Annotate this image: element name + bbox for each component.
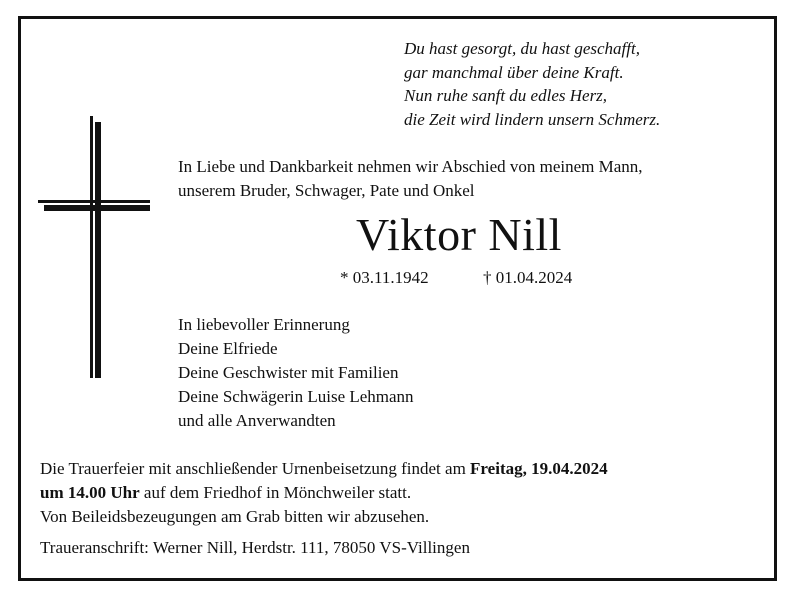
poem-line: gar manchmal über deine Kraft.	[404, 62, 624, 82]
service-line	[40, 481, 608, 505]
service-line	[40, 457, 608, 481]
intro-line: unserem Bruder, Schwager, Pate und Onkel	[178, 181, 475, 200]
intro-text	[178, 155, 643, 203]
poem-line: Du hast gesorgt, du hast geschafft,	[404, 39, 640, 58]
mourner-line: Deine Geschwister mit Familien	[178, 363, 399, 382]
service-text: auf dem Friedhof in Mönchweiler statt.	[139, 483, 412, 502]
mourning-address: Traueranschrift: Werner Nill, Herdstr. 111, 78050 VS-Villingen	[40, 538, 470, 557]
service-date: Freitag, 19.04.2024	[470, 459, 608, 478]
service-time: um 14.00 Uhr	[40, 483, 140, 502]
intro-line: In Liebe und Dankbarkeit nehmen wir Abschied von meinem Mann,	[178, 157, 643, 176]
service-text: Die Trauerfeier mit anschließender Urnenbeisetzung findet am	[40, 459, 471, 478]
service-info	[40, 457, 608, 529]
service-line: Von Beileidsbezeugungen am Grab bitten wir abzusehen.	[40, 507, 430, 526]
deceased-name: Viktor Nill	[356, 209, 562, 260]
poem-line: die Zeit wird lindern unsern Schmerz.	[404, 109, 661, 129]
mourner-line: In liebevoller Erinnerung	[178, 315, 350, 334]
mourners-list	[178, 313, 414, 433]
poem	[404, 37, 660, 131]
birth-date: * 03.11.1942	[340, 268, 429, 287]
mourner-line: und alle Anverwandten	[178, 411, 336, 430]
mourner-line: Deine Elfriede	[178, 339, 278, 358]
poem-line: Nun ruhe sanft du edles Herz,	[404, 86, 608, 105]
mourner-line: Deine Schwägerin Luise Lehmann	[178, 387, 414, 406]
death-date: † 01.04.2024	[483, 268, 573, 287]
